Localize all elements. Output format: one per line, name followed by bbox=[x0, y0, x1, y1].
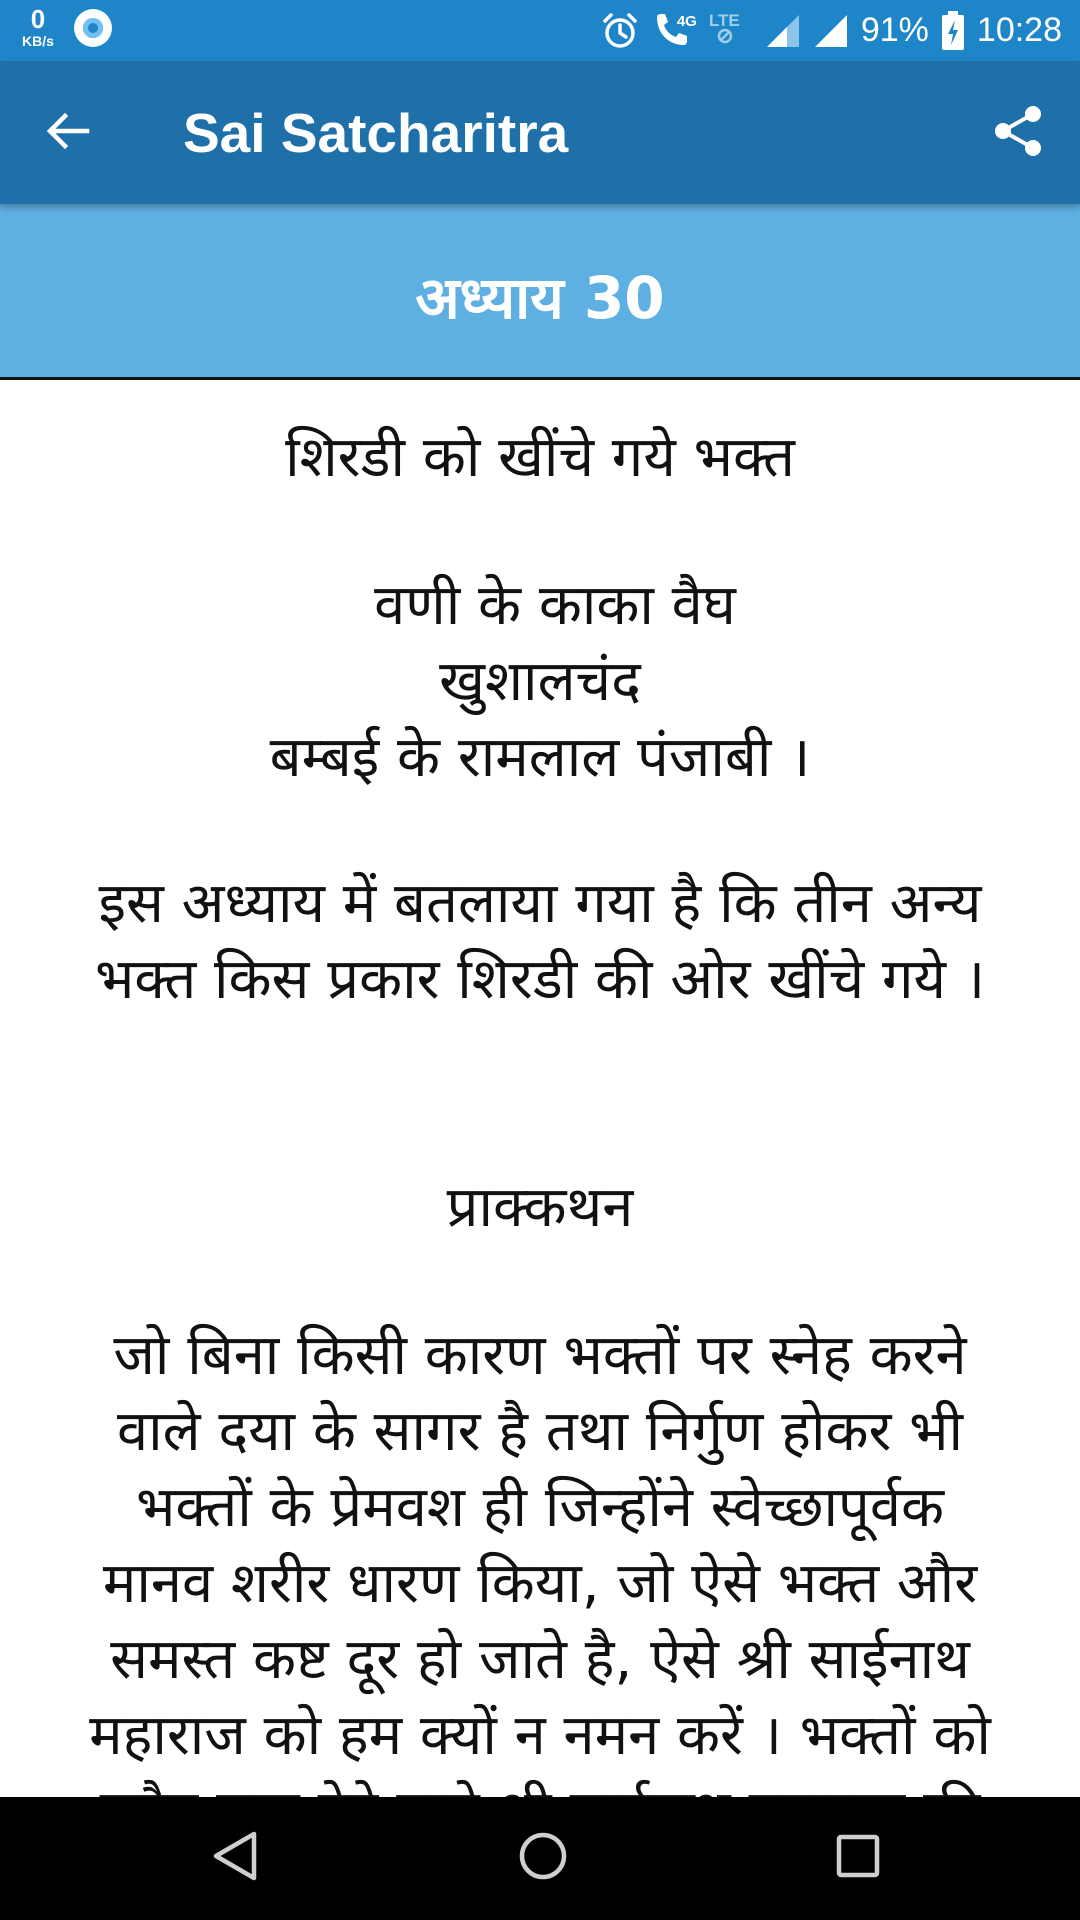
triangle-back-icon bbox=[210, 1830, 260, 1886]
status-left bbox=[22, 6, 112, 48]
intro-line: इस अध्याय में बतलाया गया है कि तीन अन्य bbox=[98, 871, 982, 936]
intro-line: भक्त किस प्रकार शिरडी की ओर खींचे गये । bbox=[94, 947, 986, 1012]
status-right bbox=[601, 0, 1062, 61]
app-title: Sai Satcharitra bbox=[183, 101, 569, 164]
signal-strength-icon-1 bbox=[765, 13, 801, 49]
alarm-icon bbox=[601, 12, 639, 50]
paragraph-line: महाराज को हम क्यों न नमन करें । भक्तों को bbox=[89, 1703, 991, 1768]
share-icon bbox=[993, 104, 1043, 162]
chapter-content[interactable] bbox=[0, 380, 1080, 1797]
nav-recents-button[interactable] bbox=[822, 1822, 894, 1894]
app-bar bbox=[0, 61, 1080, 204]
circle-home-icon bbox=[517, 1830, 569, 1886]
network-type-label: 4G bbox=[676, 12, 697, 30]
chapter-title: अध्याय 30 bbox=[415, 264, 665, 332]
battery-charging-icon bbox=[941, 11, 965, 51]
chapter-header bbox=[0, 204, 1080, 380]
square-recents-icon bbox=[834, 1832, 882, 1884]
lte-indicator bbox=[709, 11, 753, 51]
arrow-back-icon bbox=[45, 108, 91, 158]
volte-call-icon bbox=[651, 11, 697, 51]
summary-line: वणी के काका वैघ bbox=[374, 573, 736, 638]
navigation-bar bbox=[0, 1797, 1080, 1920]
section-heading: प्राक्कथन bbox=[446, 1175, 634, 1240]
status-bar bbox=[0, 0, 1080, 61]
paragraph-line: मानव शरीर धारण किया, जो ऐसे भक्त और bbox=[102, 1551, 978, 1616]
clock: 10:28 bbox=[976, 11, 1062, 49]
notification-ring-icon bbox=[74, 9, 112, 47]
paragraph-line: जो बिना किसी कारण भक्तों पर स्नेह करने bbox=[113, 1323, 967, 1388]
nav-back-button[interactable] bbox=[199, 1822, 271, 1894]
lte-label: LTE bbox=[708, 10, 740, 30]
nav-home-button[interactable] bbox=[507, 1822, 579, 1894]
paragraph-line: वाले दया के सागर है तथा निर्गुण होकर भी bbox=[116, 1399, 964, 1464]
share-button[interactable] bbox=[986, 101, 1050, 165]
paragraph-line: समस्त कष्ट दूर हो जाते है, ऐसे श्री साईनाथ bbox=[110, 1627, 970, 1692]
chapter-heading: शिरडी को खींचे गये भक्त bbox=[285, 425, 795, 490]
battery-percent: 91% bbox=[860, 11, 929, 49]
summary-line: खुशालचंद bbox=[439, 649, 641, 714]
summary-line: बम्बई के रामलाल पंजाबी । bbox=[269, 725, 811, 790]
signal-strength-icon-2 bbox=[813, 13, 849, 49]
paragraph-line: भक्तों के प्रेमवश ही जिन्होंने स्वेच्छापूर्वक bbox=[136, 1475, 944, 1540]
data-speed-value: 0 bbox=[30, 4, 46, 34]
data-speed-unit: KB/s bbox=[22, 33, 54, 49]
back-button[interactable] bbox=[36, 101, 100, 165]
data-speed-indicator bbox=[22, 6, 54, 48]
